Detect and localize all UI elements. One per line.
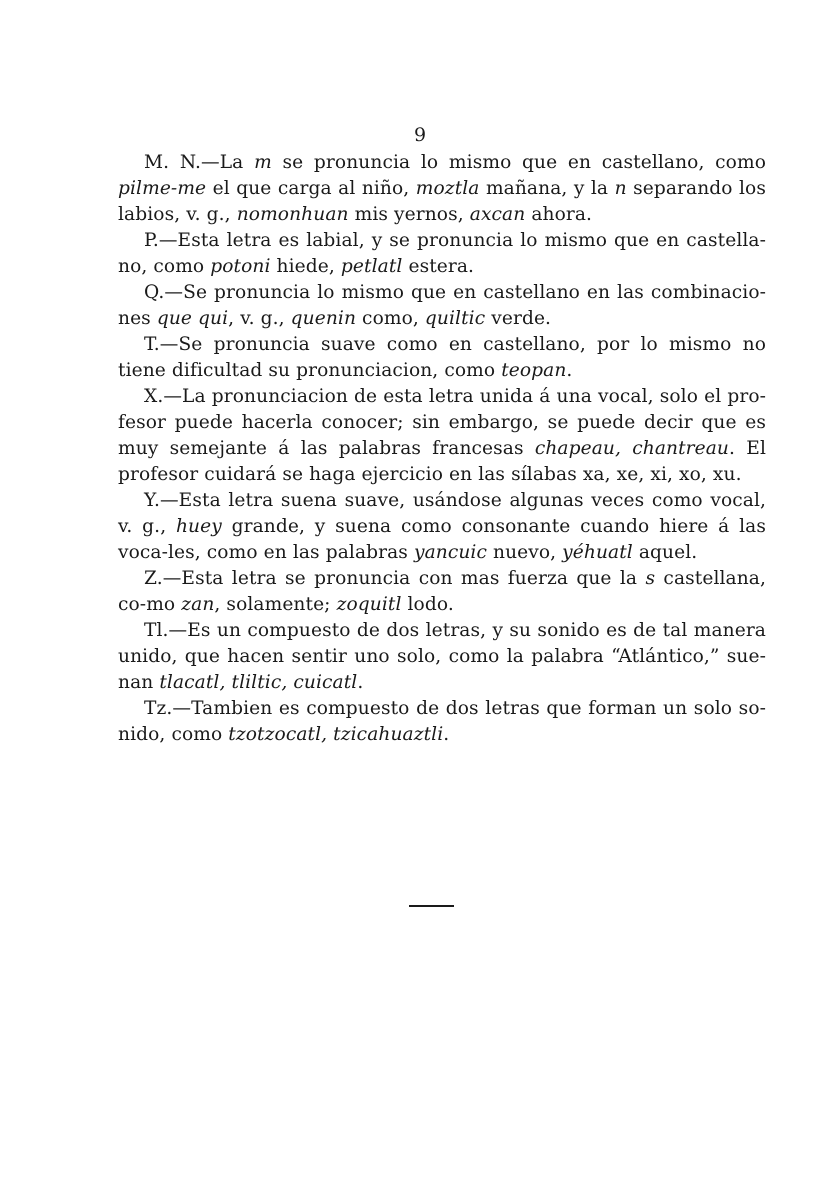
text-run: Q.—Se pronuncia lo mismo que en castellano en las combinacio-nes bbox=[118, 282, 766, 329]
text-run: lodo. bbox=[401, 594, 454, 615]
text-run: . bbox=[357, 672, 364, 693]
text-run: estera. bbox=[402, 256, 475, 277]
text-run: nuevo, bbox=[486, 542, 563, 563]
paragraph-t bbox=[118, 332, 766, 384]
text-run: Z.—Esta letra se pronuncia con mas fuerza que la bbox=[144, 568, 646, 589]
italic-term: yéhuatl bbox=[562, 542, 633, 563]
text-run: castellana, co-mo bbox=[118, 568, 766, 615]
text-run: , v. g., bbox=[228, 308, 291, 329]
italic-term: quenin bbox=[290, 308, 357, 329]
italic-term: potoni bbox=[210, 256, 271, 277]
text-run: mis yernos, bbox=[348, 204, 470, 225]
text-run: X.—La pronunciacion de esta letra unida á una vocal, solo el pro-fesor puede hacerla conocer; sin embargo, se puede decir que es muy semejante á las palabras francesas bbox=[118, 386, 766, 459]
text-run: Y.—Esta letra suena suave, usándose algunas veces como vocal, v. g., bbox=[118, 490, 766, 537]
page-number: 9 bbox=[413, 124, 427, 146]
text-run: como, bbox=[356, 308, 425, 329]
text-run: el que carga al niño, bbox=[206, 178, 416, 199]
text-run: . El profesor cuidará se haga ejercicio en las sílabas xa, xe, xi, xo, xu. bbox=[118, 438, 766, 485]
text-run: hiede, bbox=[270, 256, 341, 277]
italic-term: teopan bbox=[501, 360, 567, 381]
text-run: verde. bbox=[485, 308, 552, 329]
italic-term: huey bbox=[175, 516, 222, 537]
paragraph-x bbox=[118, 384, 766, 488]
text-run: , solamente; bbox=[214, 594, 337, 615]
italic-term: chapeau, chantreau bbox=[534, 438, 730, 459]
text-run: grande, y suena como consonante cuando hiere á las voca-les, como en las palabras bbox=[118, 516, 767, 563]
text-run: separando los labios, v. g., bbox=[118, 178, 766, 225]
text-run: ahora. bbox=[525, 204, 593, 225]
italic-term: m bbox=[254, 152, 272, 173]
paragraph-tz bbox=[118, 696, 766, 748]
text-run: . bbox=[443, 724, 450, 745]
italic-term: pilme-me bbox=[118, 178, 207, 199]
text-run: P.—Esta letra es labial, y se pronuncia lo mismo que en castella-no, como bbox=[118, 230, 766, 277]
italic-term: moztla bbox=[415, 178, 480, 199]
paragraph-m-n bbox=[118, 150, 766, 228]
paragraph-tl bbox=[118, 618, 766, 696]
italic-term: zan bbox=[181, 594, 215, 615]
text-run: Tl.—Es un compuesto de dos letras, y su sonido es de tal manera unido, que hacen sentir uno solo, como la palabra “Atlántico,” sue-nan bbox=[118, 620, 766, 693]
end-rule bbox=[409, 905, 454, 907]
paragraph-y bbox=[118, 488, 766, 566]
italic-term: petlatl bbox=[340, 256, 403, 277]
body-text bbox=[118, 150, 766, 748]
paragraph-p bbox=[118, 228, 766, 280]
paragraph-z bbox=[118, 566, 766, 618]
italic-term: yancuic bbox=[413, 542, 487, 563]
italic-term: nomonhuan bbox=[236, 204, 349, 225]
text-run: T.—Se pronuncia suave como en castellano, por lo mismo no tiene dificultad su pronunciacion, como bbox=[118, 334, 766, 381]
italic-term: axcan bbox=[469, 204, 526, 225]
italic-term: tlacatl, tliltic, cuicatl bbox=[159, 672, 358, 693]
text-run: Tz.—Tambien es compuesto de dos letras que forman un solo so-nido, como bbox=[118, 698, 766, 745]
italic-term: s bbox=[645, 568, 656, 589]
italic-term: tzotzocatl, tzicahuaztli bbox=[228, 724, 444, 745]
italic-term: quiltic bbox=[424, 308, 486, 329]
italic-term: que qui bbox=[156, 308, 229, 329]
text-run: mañana, y la bbox=[479, 178, 615, 199]
text-run: M. N.—La bbox=[144, 152, 255, 173]
text-run: . bbox=[566, 360, 573, 381]
text-run: se pronuncia lo mismo que en castellano, como bbox=[271, 152, 767, 173]
paragraph-q bbox=[118, 280, 766, 332]
text-run: aquel. bbox=[632, 542, 698, 563]
italic-term: zoquitl bbox=[336, 594, 402, 615]
italic-term: n bbox=[614, 178, 627, 199]
